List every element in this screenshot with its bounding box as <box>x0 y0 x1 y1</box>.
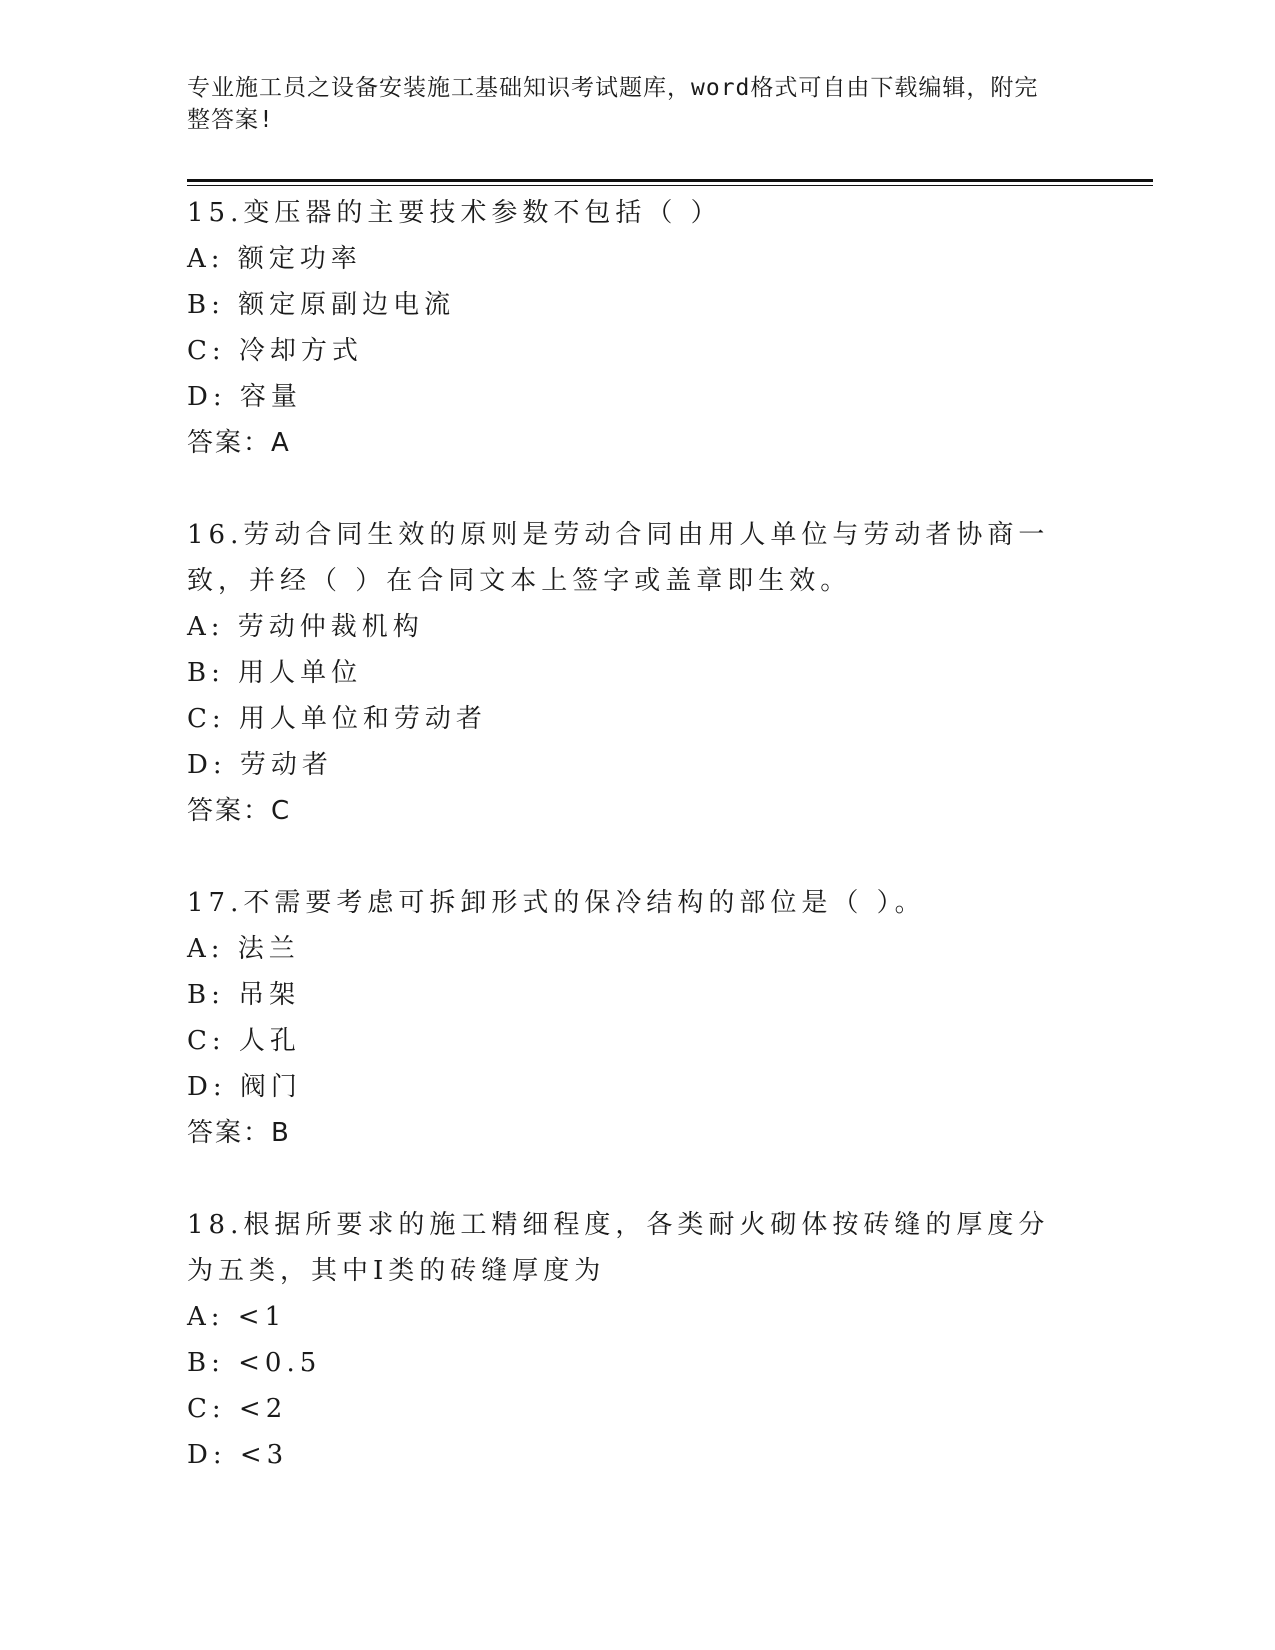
answer-line: 答案：C <box>187 796 292 826</box>
question-stem: 18.根据所要求的施工精细程度，各类耐火砌体按砖缝的厚度分为五类，其中Ⅰ类的砖缝厚度为 <box>187 1210 1050 1286</box>
option-c: C: 冷却方式 <box>187 336 363 366</box>
answer-line: 答案：B <box>187 1118 291 1148</box>
option-a: A: <1 <box>187 1302 287 1332</box>
option-d: D: 容量 <box>187 382 302 412</box>
header-divider-thick <box>187 179 1153 182</box>
answer-line: 答案：A <box>187 428 291 458</box>
question-stem: 15.变压器的主要技术参数不包括（ ） <box>187 198 722 228</box>
document-header <box>187 72 1067 136</box>
question-stem: 17.不需要考虑可拆卸形式的保冷结构的部位是（ ）。 <box>187 888 926 918</box>
option-c: C: 人孔 <box>187 1026 301 1056</box>
header-line-2: 整答案! <box>187 107 274 133</box>
question-18 <box>187 1202 1087 1478</box>
option-a: A: 法兰 <box>187 934 300 964</box>
option-b: B: 吊架 <box>187 980 301 1010</box>
question-list <box>187 190 1087 1524</box>
question-17 <box>187 880 1087 1156</box>
option-a: A: 劳动仲裁机构 <box>187 612 424 642</box>
option-c: C: 用人单位和劳动者 <box>187 704 487 734</box>
question-stem: 16.劳动合同生效的原则是劳动合同由用人单位与劳动者协商一致，并经（ ）在合同文本上签字或盖章即生效。 <box>187 520 1050 596</box>
option-b: B: 用人单位 <box>187 658 363 688</box>
option-a: A: 额定功率 <box>187 244 362 274</box>
option-d: D: 阀门 <box>187 1072 302 1102</box>
question-16 <box>187 512 1087 834</box>
option-d: D: 劳动者 <box>187 750 333 780</box>
option-c: C: <2 <box>187 1394 288 1424</box>
option-b: B: 额定原副边电流 <box>187 290 456 320</box>
question-15 <box>187 190 1087 466</box>
header-line-1: 专业施工员之设备安装施工基础知识考试题库，word格式可自由下载编辑，附完 <box>187 75 1039 101</box>
option-d: D: <3 <box>187 1440 289 1470</box>
option-b: B: <0.5 <box>187 1348 322 1378</box>
header-divider-thin <box>187 185 1153 186</box>
